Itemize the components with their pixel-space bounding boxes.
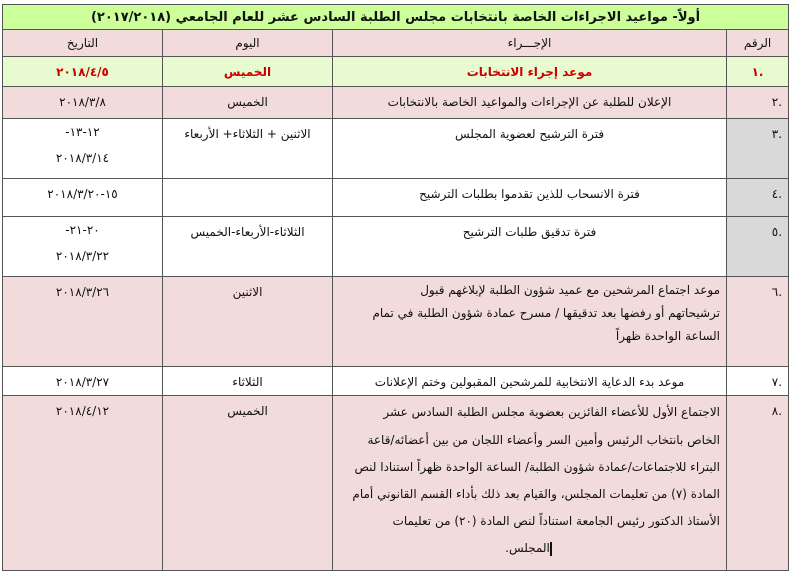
row-number: .٨ [727,396,789,571]
procedure-line: المادة (٧) من تعليمات المجلس، والقيام بعد ذلك بأداء القسم القانوني أمام [352,487,721,501]
row-day: الخميس [163,57,333,87]
text-cursor [550,542,552,556]
procedure-line: ترشيحاتهم أو رفضها بعد تدقيقها / مسرح عمادة شؤون الطلبة في تمام [372,306,721,320]
row-procedure: فترة الانسحاب للذين تقدموا بطلبات الترشيح [333,179,727,217]
procedure-last-line [339,535,720,562]
row-day: الاثنين [163,277,333,367]
row-date-line: ١٢-١٣- [65,125,100,139]
procedure-line: المجلس. [505,541,550,555]
row-number: .١ [727,57,789,87]
table-row [3,396,789,571]
procedure-line: الاجتماع الأول للأعضاء الفائزين بعضوية مجلس الطلبة السادس عشر [383,405,721,419]
election-schedule-table [2,4,789,571]
table-row [3,367,789,396]
row-day: الخميس [163,396,333,571]
row-date: ٢٠١٨/٣/٢٧ [3,367,163,396]
row-date: ٢٠١٨/٣/٢٦ [3,277,163,367]
table-row [3,277,789,367]
table-row [3,217,789,277]
row-number: .٢ [727,87,789,119]
row-number: .٥ [727,217,789,277]
row-day [163,179,333,217]
procedure-line: الساعة الواحدة ظهراً [615,329,721,343]
procedure-line: موعد اجتماع المرشحين مع عميد شؤون الطلبة لإبلاغهم قبول [420,283,721,297]
row-day: الثلاثاء-الأربعاء-الخميس [163,217,333,277]
row-day: الثلاثاء [163,367,333,396]
row-procedure [333,396,727,571]
header-number: الرقم [727,30,789,57]
row-number: .٤ [727,179,789,217]
header-row [3,30,789,57]
row-date: ٢٠١٨/٣/٨ [3,87,163,119]
table-row [3,87,789,119]
table-title: أولاً- مواعيد الاجراءات الخاصة بانتخابات مجلس الطلبة السادس عشر للعام الجامعي (٢٠١٧/٢٠١٨) [3,5,789,30]
row-date: ٢٠١٨/٤/١٢ [3,396,163,571]
row-day: الخميس [163,87,333,119]
row-date: ٢٠١٨/٤/٥ [3,57,163,87]
row-date [3,217,163,277]
procedure-line: البتراء للاجتماعات/عمادة شؤون الطلبة/ الساعة الواحدة ظهراً استنادا لنص [354,460,721,474]
row-date-line: ٢٠١٨/٣/٢٢ [55,249,110,263]
row-day: الاثنين + الثلاثاء+ الأربعاء [163,119,333,179]
header-procedure: الإجـــراء [333,30,727,57]
row-procedure [333,277,727,367]
row-procedure: موعد بدء الدعاية الانتخابية للمرشحين المقبولين وختم الإعلانات [333,367,727,396]
row-procedure: فترة الترشيح لعضوية المجلس [333,119,727,179]
row-date-line: ٢٠١٨/٣/١٤ [55,151,110,165]
row-procedure: موعد إجراء الانتخابات [333,57,727,87]
row-number: .٣ [727,119,789,179]
procedure-line: الخاص بانتخاب الرئيس وأمين السر وأعضاء اللجان من بين أعضائه/قاعة [367,433,721,447]
procedure-line: الأستاذ الدكتور رئيس الجامعة استناداً لنص المادة (٢٠) من تعليمات [392,514,721,528]
header-date: التاريخ [3,30,163,57]
table-row [3,179,789,217]
table-row [3,119,789,179]
table-row [3,57,789,87]
row-procedure: فترة تدقيق طلبات الترشيح [333,217,727,277]
row-date [3,119,163,179]
header-day: اليوم [163,30,333,57]
row-number: .٧ [727,367,789,396]
row-procedure: الإعلان للطلبة عن الإجراءات والمواعيد الخاصة بالانتخابات [333,87,727,119]
table-title-row [3,5,789,30]
row-number: .٦ [727,277,789,367]
row-date-line: ٢٠-٢١- [65,223,100,237]
row-date: ١٥-٢٠١٨/٣/٢٠ [3,179,163,217]
